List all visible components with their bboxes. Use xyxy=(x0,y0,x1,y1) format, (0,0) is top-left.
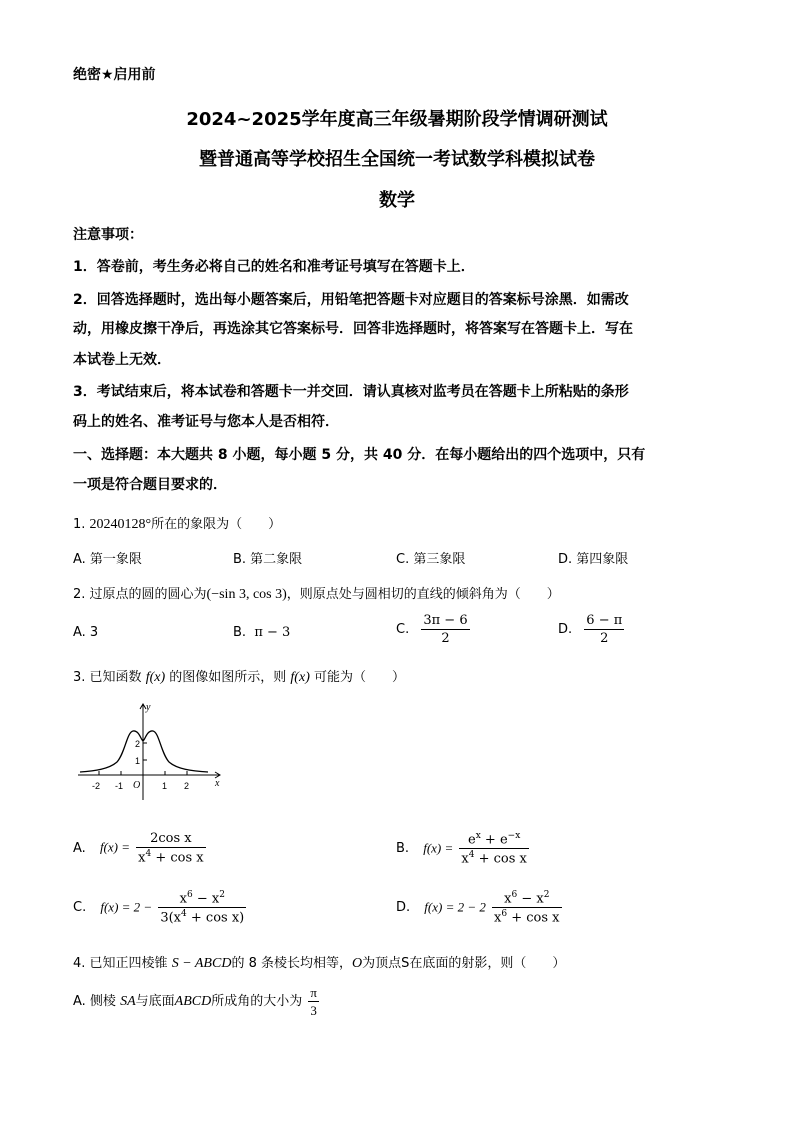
q4-mid: 的 8 条棱长均相等， xyxy=(231,956,352,971)
note-3-line2: 码上的姓名、准考证号与您本人是否相符． xyxy=(73,414,339,430)
q2-option-d xyxy=(558,614,626,645)
q1-stem xyxy=(73,513,281,533)
q3-option-b-num-e1: e xyxy=(468,832,476,848)
q1-number: 1. xyxy=(73,517,86,532)
q3-option-b-den-exp: 4 xyxy=(468,850,475,861)
q2-option-c-den: 2 xyxy=(441,631,450,646)
q2-post: ，则原点处与圆相切的直线的倾斜角为（ ） xyxy=(286,587,560,602)
q3-option-c-lhs: f(x) = 2 − xyxy=(100,899,153,915)
q3-function-graph xyxy=(75,700,235,802)
q3-option-a-num: 2cos x xyxy=(136,832,205,848)
q4-option-a-sa: SA xyxy=(120,994,136,1009)
q3-option-b-den-base: x xyxy=(461,851,469,867)
q3-option-a-den-exp: 4 xyxy=(145,849,152,859)
notes-heading: 注意事项： xyxy=(73,227,143,243)
q1-option-c: C. 第三象限 xyxy=(396,552,466,567)
exam-title-line1: 2024~2025学年度高三年级暑期阶段学情调研测试 xyxy=(186,109,608,130)
note-2-line3: 本试卷上无效． xyxy=(73,352,171,368)
q2-option-d-label: D. xyxy=(558,622,573,637)
q4-post: 为顶点S在底面的射影，则（ ） xyxy=(362,956,566,971)
q3-option-c-num-a-exp: 6 xyxy=(186,890,193,900)
q4-option-a-abcd: ABCD xyxy=(174,994,212,1009)
subject-title: 数学 xyxy=(379,190,415,211)
q3-option-d-num-a-exp: 6 xyxy=(511,890,518,900)
x-axis-label: x xyxy=(215,778,220,789)
q4-option-a-pre: A. 侧棱 xyxy=(73,994,116,1009)
secret-label: 绝密★启用前 xyxy=(73,67,156,83)
q2-option-b-label: B. xyxy=(233,625,247,640)
x-tick-label-2: 2 xyxy=(184,781,190,791)
q3-option-b-num-mid: + e xyxy=(480,832,508,848)
q3-option-d-den-rest: + cos x xyxy=(507,910,560,926)
q3-fx-2: f(x) xyxy=(290,670,310,685)
q3-option-d-lhs: f(x) = 2 − 2 xyxy=(424,899,486,915)
q3-stem xyxy=(73,666,405,686)
q3-option-c-den-exp: 4 xyxy=(181,909,187,920)
origin-label: O xyxy=(133,780,141,791)
note-1: 1．答卷前，考生务必将自己的姓名和准考证号填写在答题卡上． xyxy=(73,259,475,275)
q3-option-c-den-post: + cos x) xyxy=(186,910,245,926)
note-2-line2: 动，用橡皮擦干净后，再选涂其它答案标号．回答非选择题时，将答案写在答题卡上．写在 xyxy=(73,321,633,337)
function-curve xyxy=(80,731,208,772)
q2-option-b xyxy=(233,625,290,640)
section1-heading-line1: 一、选择题：本大题共 8 小题，每小题 5 分，共 40 分．在每小题给出的四个选项中，只有 xyxy=(73,447,646,463)
q2-pre: 2. 过原点的圆的圆心为 xyxy=(73,587,207,602)
q1-option-d: D. 第四象限 xyxy=(558,552,629,567)
q3-mid: 的图像如图所示，则 xyxy=(169,670,287,685)
q3-option-d-den-base: x xyxy=(494,910,502,926)
q3-option-c-label: C. xyxy=(73,900,87,916)
q2-option-b-value: π − 3 xyxy=(254,625,291,640)
q4-pre: 4. 已知正四棱锥 xyxy=(73,956,168,971)
q3-pre: 3. 已知函数 xyxy=(73,670,142,685)
q3-option-d-num-a: x xyxy=(504,891,512,907)
x-tick-label-1: 1 xyxy=(162,781,168,791)
q2-option-d-den: 2 xyxy=(600,631,609,646)
exam-title-line2: 暨普通高等学校招生全国统一考试数学科模拟试卷 xyxy=(199,149,595,170)
q3-post: 可能为（ ） xyxy=(314,670,406,685)
q4-option-a xyxy=(73,986,321,1017)
q3-option-d-label: D. xyxy=(396,900,411,916)
q3-option-c-num-b-exp: 2 xyxy=(219,890,225,900)
q3-option-d-den-exp: 6 xyxy=(501,909,508,920)
q2-option-c-label: C. xyxy=(396,622,410,637)
q4-stem xyxy=(73,952,565,972)
q1-angle: 20240128° xyxy=(89,517,152,532)
q3-option-a xyxy=(73,832,208,864)
y-axis-label: y xyxy=(146,702,151,713)
q3-option-d-num-b-exp: 2 xyxy=(543,890,550,900)
q3-option-a-lhs: f(x) = xyxy=(99,839,130,855)
q3-option-b-num-x1: x xyxy=(475,831,481,841)
q4-point-o: O xyxy=(351,956,363,971)
q2-stem xyxy=(73,583,560,603)
q2-option-a: A. 3 xyxy=(73,625,99,640)
q3-option-a-den-rest: + cos x xyxy=(151,850,204,866)
section1-heading-line2: 一项是符合题目要求的． xyxy=(73,477,227,493)
q3-option-a-label: A. xyxy=(73,840,86,856)
q4-option-a-post: 所成角的大小为 xyxy=(211,994,303,1009)
q1-option-b: B. 第二象限 xyxy=(233,552,303,567)
q2-option-c-num: 3π − 6 xyxy=(423,613,468,628)
q3-option-c-num-mid: − x xyxy=(192,891,220,907)
q4-option-a-den: 3 xyxy=(310,1003,317,1018)
q4-option-a-num: π xyxy=(310,985,317,1000)
q3-option-d xyxy=(396,891,564,925)
q3-option-a-den-base: x xyxy=(138,850,146,866)
q1-text: 所在的象限为（ ） xyxy=(151,517,282,532)
q3-option-b-label: B. xyxy=(396,841,410,857)
note-3-line1: 3．考试结束后，将本试卷和答题卡一并交回．请认真核对监考员在答题卡上所粘贴的条形 xyxy=(73,384,629,400)
y-tick-label-2: 2 xyxy=(135,739,141,749)
q2-center: (−sin 3, cos 3) xyxy=(206,587,287,602)
q3-option-c-den-pre: 3(x xyxy=(160,910,182,926)
q2-option-d-num: 6 − π xyxy=(586,613,623,628)
q1-option-a: A. 第一象限 xyxy=(73,552,142,567)
q3-option-b-lhs: f(x) = xyxy=(423,840,454,856)
q3-option-d-num-mid: − x xyxy=(517,891,544,907)
x-tick-label-m1: -1 xyxy=(115,781,124,791)
q3-option-b-den-rest: + cos x xyxy=(474,851,527,867)
q3-option-b xyxy=(396,832,531,866)
q2-option-c xyxy=(396,614,472,645)
x-tick-label-m2: -2 xyxy=(92,781,101,791)
q3-option-c-num-a: x xyxy=(179,891,187,907)
q4-option-a-mid: 与底面 xyxy=(135,994,175,1009)
q3-option-b-num-x2: −x xyxy=(507,831,521,841)
q3-option-c xyxy=(73,891,248,925)
note-2-line1: 2．回答选择题时，选出每小题答案后，用铅笔把答题卡对应题目的答案标号涂黑．如需改 xyxy=(73,292,629,308)
q3-fx-1: f(x) xyxy=(145,670,166,685)
y-tick-label-1: 1 xyxy=(135,756,141,766)
q4-pyramid: S − ABCD xyxy=(171,956,232,971)
